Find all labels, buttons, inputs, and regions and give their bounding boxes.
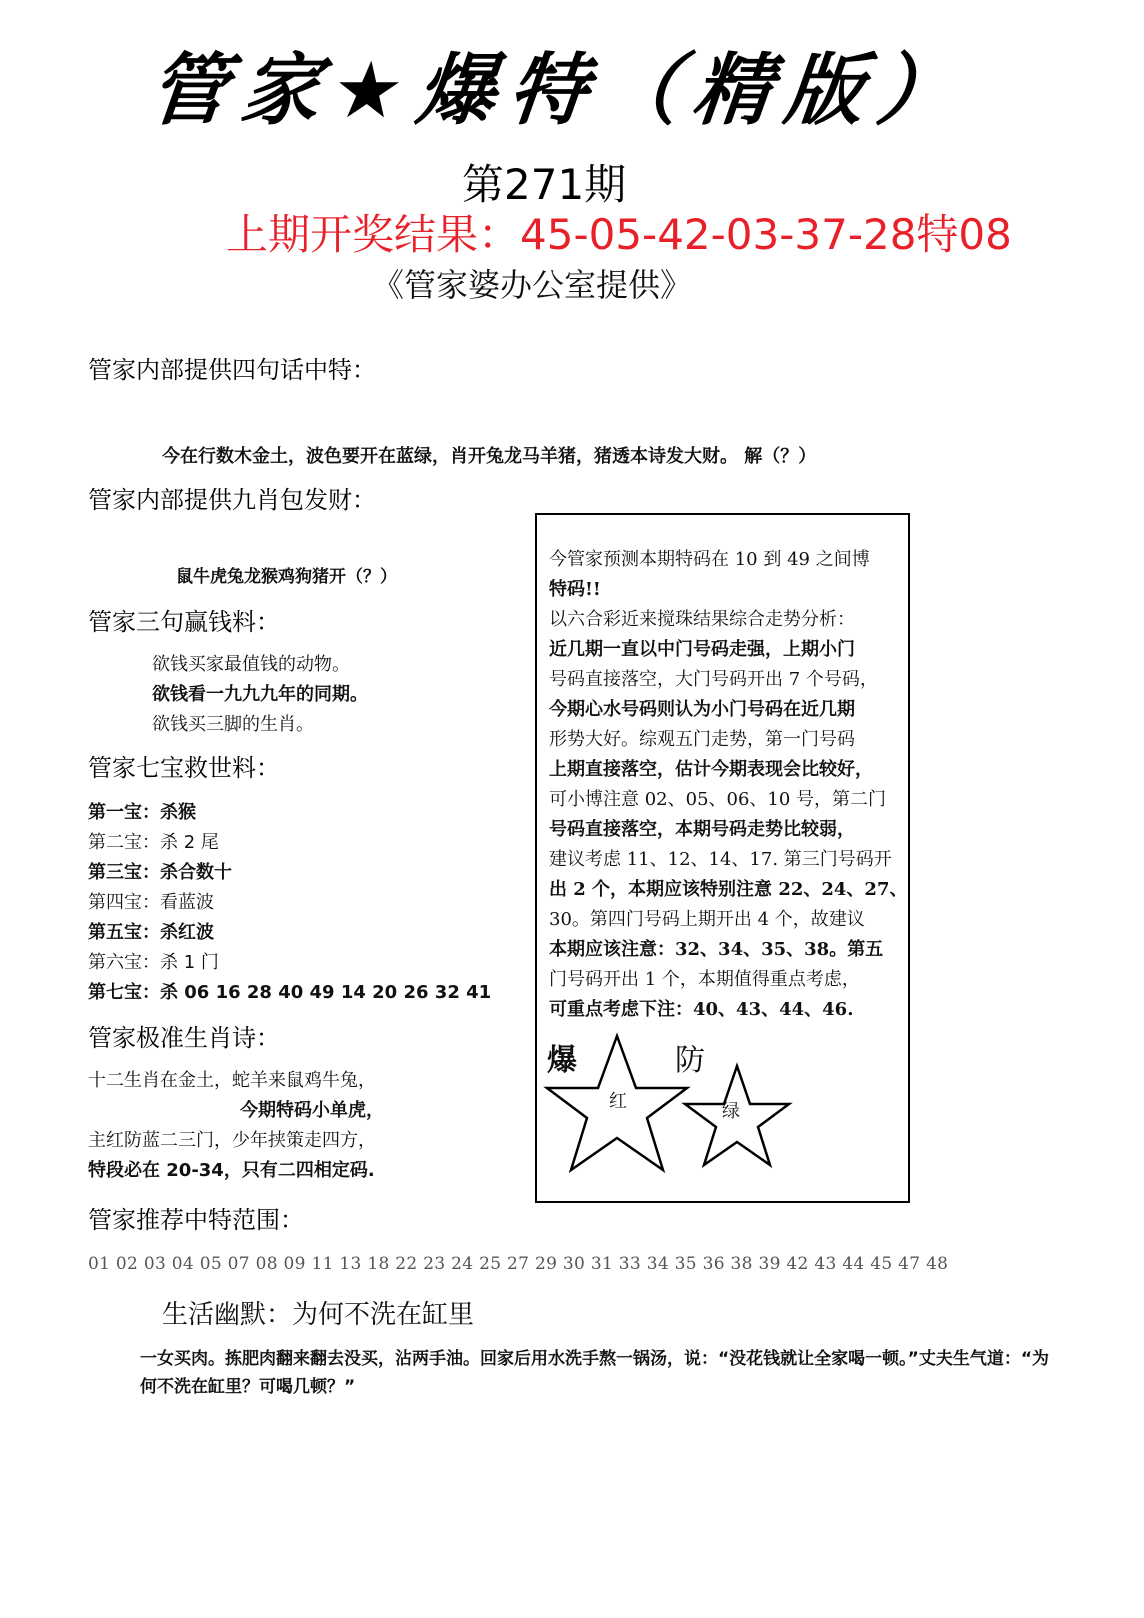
analysis-line: 号码直接落空，本期号码走势比较弱， [549, 819, 855, 840]
poem-line: 今期特码小单虎， [240, 1100, 384, 1121]
three-sentence-line: 欲钱买家最值钱的动物。 [152, 654, 350, 675]
analysis-box [535, 513, 910, 1203]
analysis-line: 本期应该注意：32、34、35、38。第五 [549, 939, 884, 960]
star2-label: 防 [675, 1043, 705, 1078]
three-sentence-line: 欲钱看一九九九年的同期。 [152, 684, 368, 705]
seven-treasure-heading: 管家七宝救世料： [88, 754, 280, 782]
humor-title: 生活幽默：为何不洗在缸里 [162, 1300, 475, 1330]
three-sentence-heading: 管家三句赢钱料： [88, 608, 280, 636]
issue-number: 第271期 [462, 160, 627, 209]
analysis-line: 近几期一直以中门号码走强，上期小门 [549, 639, 855, 660]
four-sentence-text: 今在行数木金土，波色要开在蓝绿，肖开兔龙马羊猪，猪透本诗发大财。 解（？） [162, 446, 817, 467]
star1-inner: 红 [609, 1091, 627, 1112]
analysis-line: 特码!! [549, 579, 601, 600]
four-sentence-heading: 管家内部提供四句话中特： [88, 356, 376, 384]
nine-zodiac-text: 鼠牛虎兔龙猴鸡狗猪开（？） [176, 567, 397, 587]
analysis-line: 今期心水号码则认为小门号码在近几期 [549, 699, 855, 720]
analysis-line: 形势大好。综观五门走势，第一门号码 [549, 729, 855, 750]
analysis-line: 以六合彩近来搅珠结果综合走势分析： [549, 609, 855, 630]
range-heading: 管家推荐中特范围： [88, 1206, 304, 1234]
poem-line: 特段必在 20-34，只有二四相定码. [88, 1160, 375, 1181]
three-sentence-line: 欲钱买三脚的生肖。 [152, 714, 314, 735]
treasure-line: 第四宝：看蓝波 [88, 892, 214, 913]
analysis-line: 门号码开出 1 个，本期值得重点考虑， [549, 969, 860, 990]
treasure-line: 第七宝：杀 06 16 28 40 49 14 20 26 32 41 [88, 982, 492, 1003]
zodiac-poem-heading: 管家极准生肖诗： [88, 1024, 280, 1052]
treasure-line: 第一宝：杀猴 [88, 802, 196, 823]
star2-inner: 绿 [722, 1101, 740, 1122]
star1-label: 爆 [547, 1043, 577, 1078]
nine-zodiac-heading: 管家内部提供九肖包发财： [88, 486, 376, 514]
range-numbers: 01 02 03 04 05 07 08 09 11 13 18 22 23 24 25 27 29 30 31 33 34 35 36 38 39 42 43 44 45 47 48 [88, 1254, 949, 1274]
page-title: 管家★爆特（精版） [144, 46, 974, 136]
analysis-line: 今管家预测本期特码在 10 到 49 之间博 [549, 549, 870, 570]
analysis-line: 可小博注意 02、05、06、10 号，第二门 [549, 789, 887, 810]
treasure-line: 第三宝：杀合数十 [88, 862, 232, 883]
humor-text: 一女买肉。拣肥肉翻来翻去没买，沾两手油。回家后用水洗手熬一锅汤，说：“没花钱就让全家喝一顿。”丈夫生气道：“为何不洗在缸里？可喝几顿？” [140, 1349, 1050, 1397]
treasure-line: 第六宝：杀 1 门 [88, 952, 219, 973]
last-result: 上期开奖结果：45-05-42-03-37-28特08 [226, 210, 1012, 259]
analysis-line: 出 2 个，本期应该特别注意 22、24、27、 [549, 879, 908, 900]
poem-line: 十二生肖在金土，蛇羊来鼠鸡牛兔， [88, 1070, 376, 1091]
treasure-line: 第二宝：杀 2 尾 [88, 832, 219, 853]
treasure-line: 第五宝：杀红波 [88, 922, 214, 943]
analysis-line: 号码直接落空，大门号码开出 7 个号码， [549, 669, 878, 690]
provider-label: 《管家婆办公室提供》 [372, 266, 693, 304]
analysis-line: 上期直接落空，估计今期表现会比较好， [549, 759, 873, 780]
poem-line: 主红防蓝二三门，少年挟策走四方， [88, 1130, 376, 1151]
analysis-line: 30。第四门号码上期开出 4 个，故建议 [549, 909, 865, 930]
analysis-line: 建议考虑 11、12、14、17. 第三门号码开 [549, 849, 892, 870]
analysis-line: 可重点考虑下注：40、43、44、46. [549, 999, 854, 1020]
